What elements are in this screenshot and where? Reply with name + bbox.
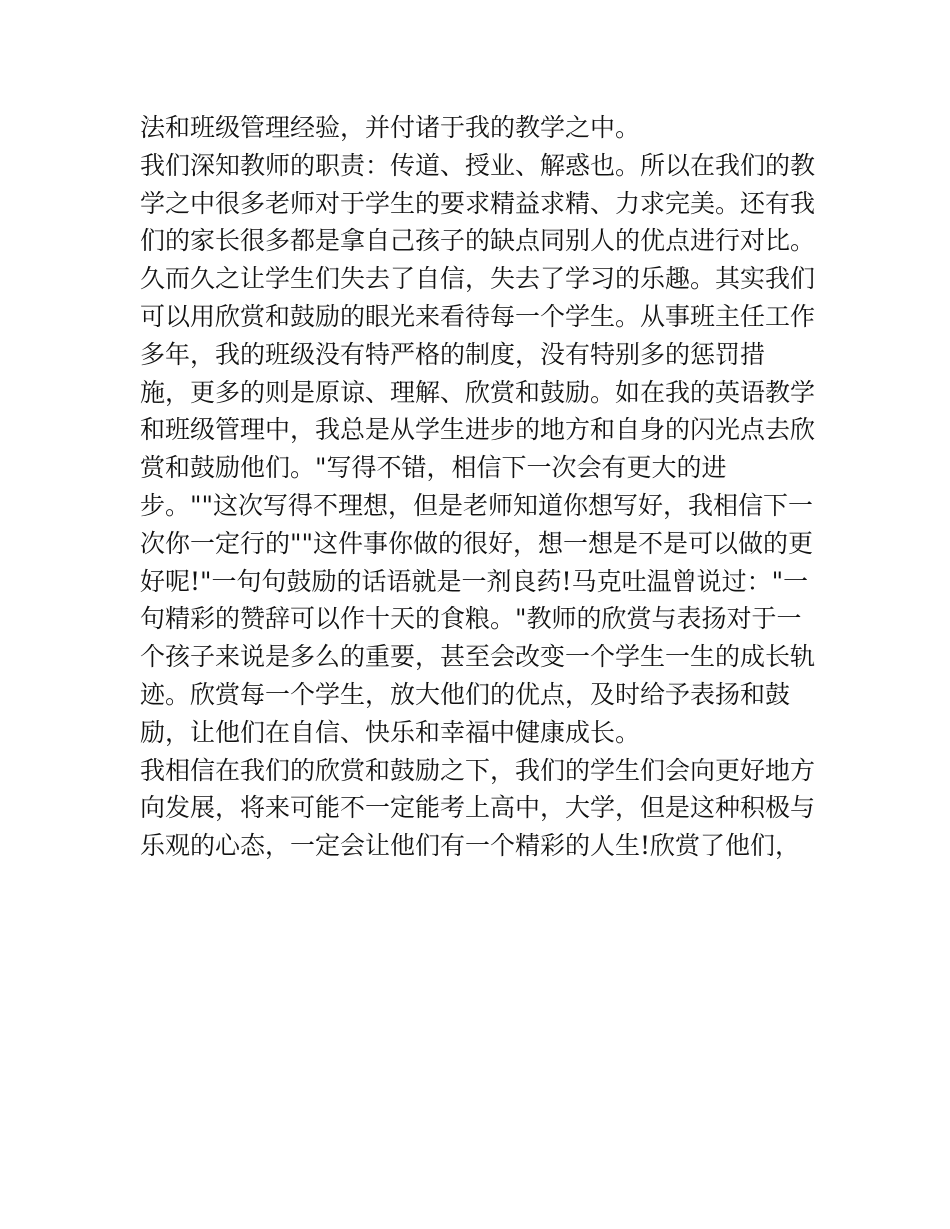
- text-line: 们的家长很多都是拿自己孩子的缺点同别人的优点进行对比。: [140, 226, 816, 256]
- text-line: 句精彩的赞辞可以作十天的食粮。"教师的欣赏与表扬对于一: [140, 604, 802, 634]
- text-line: 久而久之让学生们失去了自信，失去了学习的乐趣。其实我们: [140, 264, 816, 294]
- text-line: 赏和鼓励他们。"写得不错，相信下一次会有更大的进: [140, 453, 727, 483]
- text-line: 施，更多的则是原谅、理解、欣赏和鼓励。如在我的英语教学: [140, 377, 816, 407]
- text-line: 个孩子来说是多么的重要，甚至会改变一个学生一生的成长轨: [140, 642, 816, 672]
- text-line: 学之中很多老师对于学生的要求精益求精、力求完美。还有我: [140, 188, 816, 218]
- text-line: 迹。欣赏每一个学生，放大他们的优点，及时给予表扬和鼓: [140, 679, 791, 709]
- text-line: 法和班级管理经验，并付诸于我的教学之中。: [140, 113, 641, 142]
- text-line: 可以用欣赏和鼓励的眼光来看待每一个学生。从事班主任工作: [140, 301, 816, 331]
- text-line: 和班级管理中，我总是从学生进步的地方和自身的闪光点去欣: [140, 415, 816, 445]
- body-text: [140, 109, 830, 865]
- text-line: 我相信在我们的欣赏和鼓励之下，我们的学生们会向更好地方: [140, 755, 816, 785]
- text-line: 步。""这次写得不理想，但是老师知道你想写好，我相信下一: [140, 490, 814, 520]
- text-line: 好呢!"一句句鼓励的话语就是一剂良药!马克吐温曾说过："一: [140, 566, 809, 596]
- text-line: 多年，我的班级没有特严格的制度，没有特别多的惩罚措: [140, 339, 766, 369]
- text-line: 向发展，将来可能不一定能考上高中，大学，但是这种积极与: [140, 793, 816, 823]
- text-line: 我们深知教师的职责：传道、授业、解惑也。所以在我们的教: [140, 150, 816, 180]
- text-line: 励，让他们在自信、快乐和幸福中健康成长。: [140, 717, 641, 747]
- text-line: 次你一定行的""这件事你做的很好，想一想是不是可以做的更: [140, 528, 814, 558]
- text-line: 乐观的心态，一定会让他们有一个精彩的人生!欣赏了他们，: [140, 831, 801, 861]
